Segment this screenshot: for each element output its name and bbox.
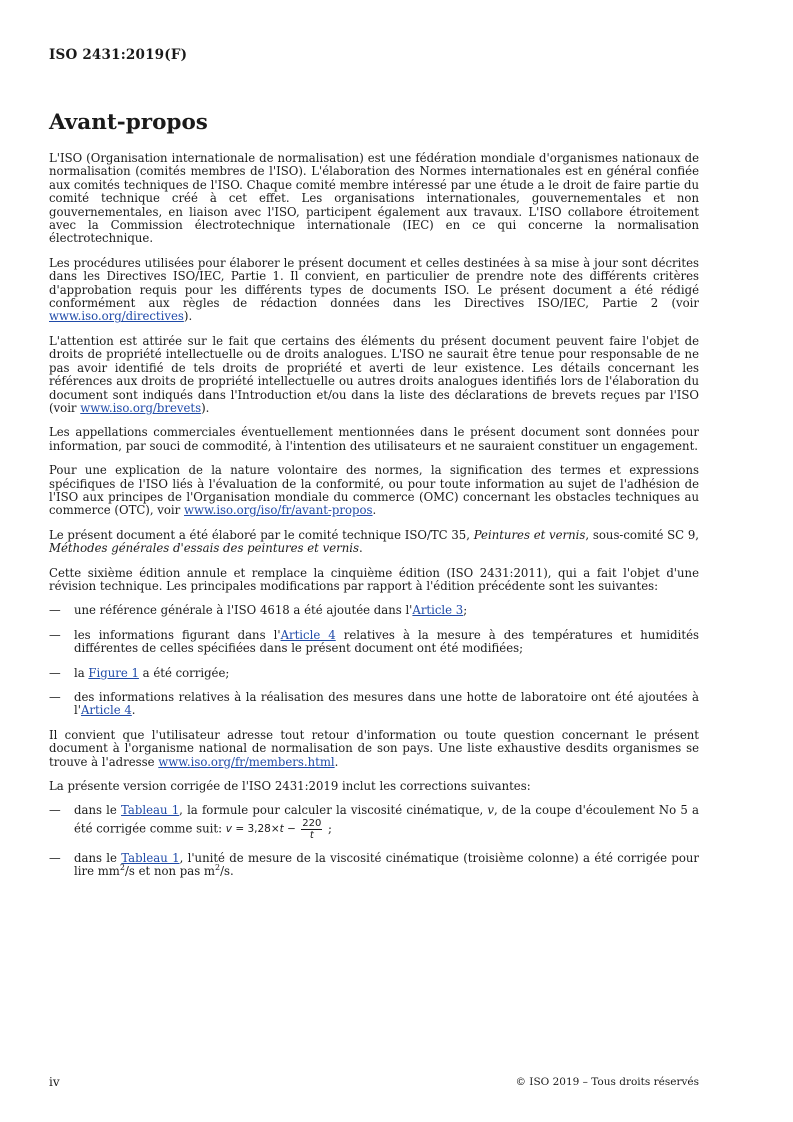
- paragraph-trade-names: Les appellations commerciales éventuellement mentionnées dans le présent document sont données pour information, par souci de commodité, à l'intention des utilisateurs et ne sauraient constituer un engagement.: [49, 425, 699, 453]
- viscosity-formula: [225, 817, 325, 841]
- tableau-1-link[interactable]: Tableau 1: [121, 803, 180, 818]
- paragraph-text: , sous-comité SC 9,: [585, 527, 699, 542]
- paragraph-text: L'attention est attirée sur le fait que certains des éléments du présent document peuvent faire l'objet de droits de propriété intellectuelle ou de droits analogues. L'ISO ne saurait être tenue pour responsable de ne pas avoir identifié de tels droits de propriété et averti de leur existence. Les détails concernant les références aux droits de propriété intellectuelle ou autres droits analogues identifiés lors de l'élaboration du document sont indiqués dans l'Introduction et/ou dans la liste des déclarations de brevets reçues par l'ISO (voir: [49, 333, 699, 415]
- list-dash: —: [49, 665, 61, 680]
- document-id: ISO 2431:2019(F): [49, 47, 188, 63]
- fraction-denominator: t: [309, 829, 314, 841]
- article-4-link[interactable]: Article 4: [280, 627, 336, 642]
- list-dash: —: [49, 627, 61, 642]
- tableau-1-link[interactable]: Tableau 1: [121, 850, 180, 865]
- list-item-text: [74, 604, 699, 617]
- list-text: dans le: [74, 850, 122, 865]
- article-4-link[interactable]: Article 4: [80, 703, 132, 718]
- formula-var: v: [225, 823, 232, 836]
- list-item: [49, 667, 699, 680]
- variable-v: v: [487, 803, 495, 818]
- members-link[interactable]: www.iso.org/fr/members.html: [158, 754, 335, 769]
- paragraph-procedures: [49, 257, 699, 324]
- body-text: [49, 152, 699, 890]
- list-text: ;: [463, 603, 468, 618]
- formula-var: t: [279, 823, 284, 836]
- list-text: ;: [324, 821, 332, 836]
- list-text: , la formule pour calculer la viscosité cinématique,: [179, 803, 488, 818]
- article-3-link[interactable]: Article 3: [412, 603, 464, 618]
- list-text: , de la coupe d'écoulement No 5 a été corrigée comme suit:: [74, 803, 699, 836]
- superscript: 2: [119, 863, 125, 873]
- paragraph-text: .: [372, 503, 377, 518]
- paragraph-corrected-version: La présente version corrigée de l'ISO 2431:2019 inclut les corrections suivantes:: [49, 779, 531, 794]
- paragraph-text: Les procédures utilisées pour élaborer le présent document et celles destinées à sa mise à jour sont décrites dans les Directives ISO/IEC, Partie 1. Il convient, en particulier de prendre note des différents critères d'approbation requis pour les différents types de documents ISO. Le présent document a été rédigé conformément aux règles de rédaction données dans les Directives ISO/IEC, Partie 2 (voir: [49, 255, 699, 311]
- formula-text: −: [283, 823, 300, 836]
- list-item-text: [74, 629, 699, 656]
- paragraph-iso-intro: L'ISO (Organisation internationale de normalisation) est une fédération mondiale d'organismes nationaux de normalisation (comités membres de l'ISO). L'élaboration des Normes internationales est en général confiée aux comités techniques de l'ISO. Chaque comité membre intéressé par une étude a le droit de faire partie du comité technique créé à cet effet. Les organisations internationales, gouvernementales et non gouvernementales, en liaison avec l'ISO, participent également aux travaux. L'ISO collabore étroitement avec la Commission électrotechnique internationale (IEC) en ce qui concerne la normalisation électrotechnique.: [49, 151, 699, 246]
- subcommittee-title: Méthodes générales d'essais des peintures et vernis: [49, 541, 359, 556]
- paragraph-text: Pour une explication de la nature volontaire des normes, la signification des termes et expressions spécifiques de l'ISO liés à l'évaluation de la conformité, ou pour toute information au sujet de l'adhésion de l'ISO aux principes de l'Organisation mondiale du commerce (OMC) concernant les obstacles techniques au commerce (OTC), voir: [49, 463, 699, 518]
- formula-fraction: [301, 818, 322, 841]
- list-item: [49, 629, 699, 656]
- paragraph-committee: [49, 529, 699, 556]
- paragraph-text: Le présent document a été élaboré par le comité technique ISO/TC 35,: [49, 527, 474, 542]
- patents-link[interactable]: www.iso.org/brevets: [80, 400, 202, 415]
- list-text: a été corrigée;: [138, 665, 230, 680]
- figure-1-link[interactable]: Figure 1: [88, 665, 139, 680]
- list-text: une référence générale à l'ISO 4618 a été ajoutée dans l': [74, 603, 413, 618]
- list-text: des informations relatives à la réalisation des mesures dans une hotte de laboratoire ont été ajoutées à l': [74, 690, 699, 718]
- list-item-text: [74, 852, 699, 879]
- foreword-link[interactable]: www.iso.org/iso/fr/avant-propos: [183, 503, 373, 518]
- list-text: /s et non pas m: [124, 864, 215, 879]
- copyright-notice: © ISO 2019 – Tous droits réservés: [515, 1076, 699, 1088]
- list-item-text: [74, 691, 699, 718]
- list-dash: —: [49, 603, 61, 618]
- paragraph-text: ).: [201, 400, 210, 415]
- list-text: la: [74, 665, 89, 680]
- formula-text: = 3,28×: [231, 823, 280, 836]
- list-dash: —: [49, 803, 61, 818]
- list-text: relatives à la mesure à des températures et humidités différentes de celles spécifiées dans le présent document ont été modifiées;: [74, 627, 699, 656]
- paragraph-feedback: [49, 729, 699, 769]
- superscript: 2: [215, 863, 221, 873]
- list-item: [49, 604, 699, 617]
- list-item-text: [74, 804, 699, 840]
- list-item: [49, 852, 699, 879]
- paragraph-text: .: [358, 541, 363, 556]
- list-text: /s.: [220, 864, 234, 879]
- committee-title: Peintures et vernis: [473, 527, 586, 542]
- directives-link[interactable]: www.iso.org/directives: [49, 309, 184, 324]
- list-text: les informations figurant dans l': [74, 627, 281, 642]
- paragraph-text: .: [334, 754, 339, 769]
- paragraph-text: ).: [183, 309, 193, 324]
- list-item: [49, 691, 699, 718]
- list-dash: —: [49, 690, 61, 704]
- paragraph-text: Il convient que l'utilisateur adresse tout retour d'information ou toute question concernant le présent document à l'organisme national de normalisation de son pays. Une liste exhaustive desdits organismes se trouve à l'adresse: [49, 727, 699, 769]
- list-text: , l'unité de mesure de la viscosité cinématique (troisième colonne) a été corrigée pour lire mm: [74, 850, 700, 879]
- paragraph-voluntary-nature: [49, 464, 699, 518]
- list-item-text: [74, 667, 699, 680]
- list-dash: —: [49, 850, 61, 865]
- page-title: Avant-propos: [49, 110, 208, 135]
- list-text: .: [131, 703, 136, 718]
- paragraph-patents: [49, 335, 699, 415]
- page-number: iv: [49, 1075, 60, 1089]
- list-text: dans le: [74, 803, 122, 818]
- list-item: [49, 804, 699, 840]
- fraction-numerator: 220: [302, 817, 322, 829]
- paragraph-edition: Cette sixième édition annule et remplace la cinquième édition (ISO 2431:2011), qui a fait l'objet d'une révision technique. Les principales modifications par rapport à l'édition précédente sont les suivantes:: [49, 565, 699, 593]
